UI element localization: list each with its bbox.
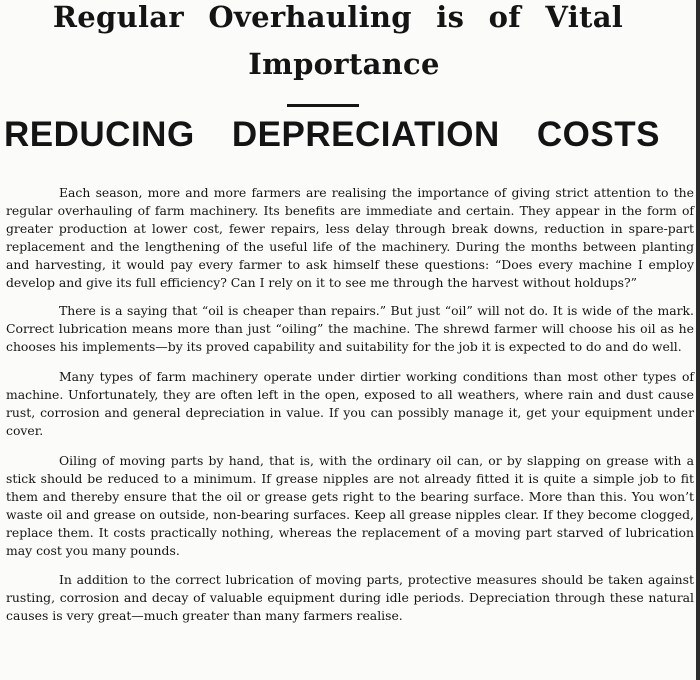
article-body — [6, 184, 694, 625]
article-paragraph: Each season, more and more farmers are realising the importance of giving strict attention to the regular overhauling of farm machinery. Its benefits are immediate and certain. They appear in the form of greater production at lower cost, fewer repairs, less delay through break downs, reduction in spare-part replacement and the lengthening of the useful life of the machinery. During the months between planting and harvesting, it would pay every farmer to ask himself these questions: “Does every machine I employ develop and give its full efficiency? Can I rely on it to see me through the harvest without holdups?” — [6, 185, 694, 290]
subhead-word: REDUCING — [4, 115, 195, 154]
page-edge-border — [696, 0, 700, 680]
headline-line-1: Regular Overhauling is of Vital — [52, 0, 624, 34]
headline-line-2: Importance — [248, 47, 440, 81]
headline-divider — [287, 104, 359, 107]
subhead-word: DEPRECIATION — [231, 115, 500, 154]
subhead-word: COSTS — [536, 115, 660, 154]
subheadline — [0, 110, 700, 160]
article-paragraph: Many types of farm machinery operate under dirtier working conditions than most other types of machine. Unfortunately, they are often left in the open, exposed to all weathers, where rain and dust cause rust, corrosion and general depreciation in value. If you can possibly manage it, get your equipment under cover. — [6, 369, 694, 438]
article-paragraph: In addition to the correct lubrication of moving parts, protective measures should be taken against rusting, corrosion and decay of valuable equipment during idle periods. Depreciation through these natural causes is very great—much greater than many farmers realise. — [6, 572, 694, 623]
article-paragraph: There is a saying that “oil is cheaper than repairs.” But just “oil” will not do. It is wide of the mark. Correct lubrication means more than just “oiling” the machine. The shrewd farmer will choose his oil as he chooses his implements—by its proved capability and suitability for the job it is expected to do and do well. — [6, 303, 694, 354]
article-paragraph: Oiling of moving parts by hand, that is, with the ordinary oil can, or by slapping on grease with a stick should be reduced to a minimum. If grease nipples are not already fitted it is quite a simple job to fit them and thereby ensure that the oil or grease gets right to the bearing surface. More than this. You won’t waste oil and grease on outside, non-bearing surfaces. Keep all grease nipples clear. If they become clogged, replace them. It costs practically nothing, whereas the replacement of a moving part starved of lubrication may cost you many pounds. — [6, 453, 694, 558]
